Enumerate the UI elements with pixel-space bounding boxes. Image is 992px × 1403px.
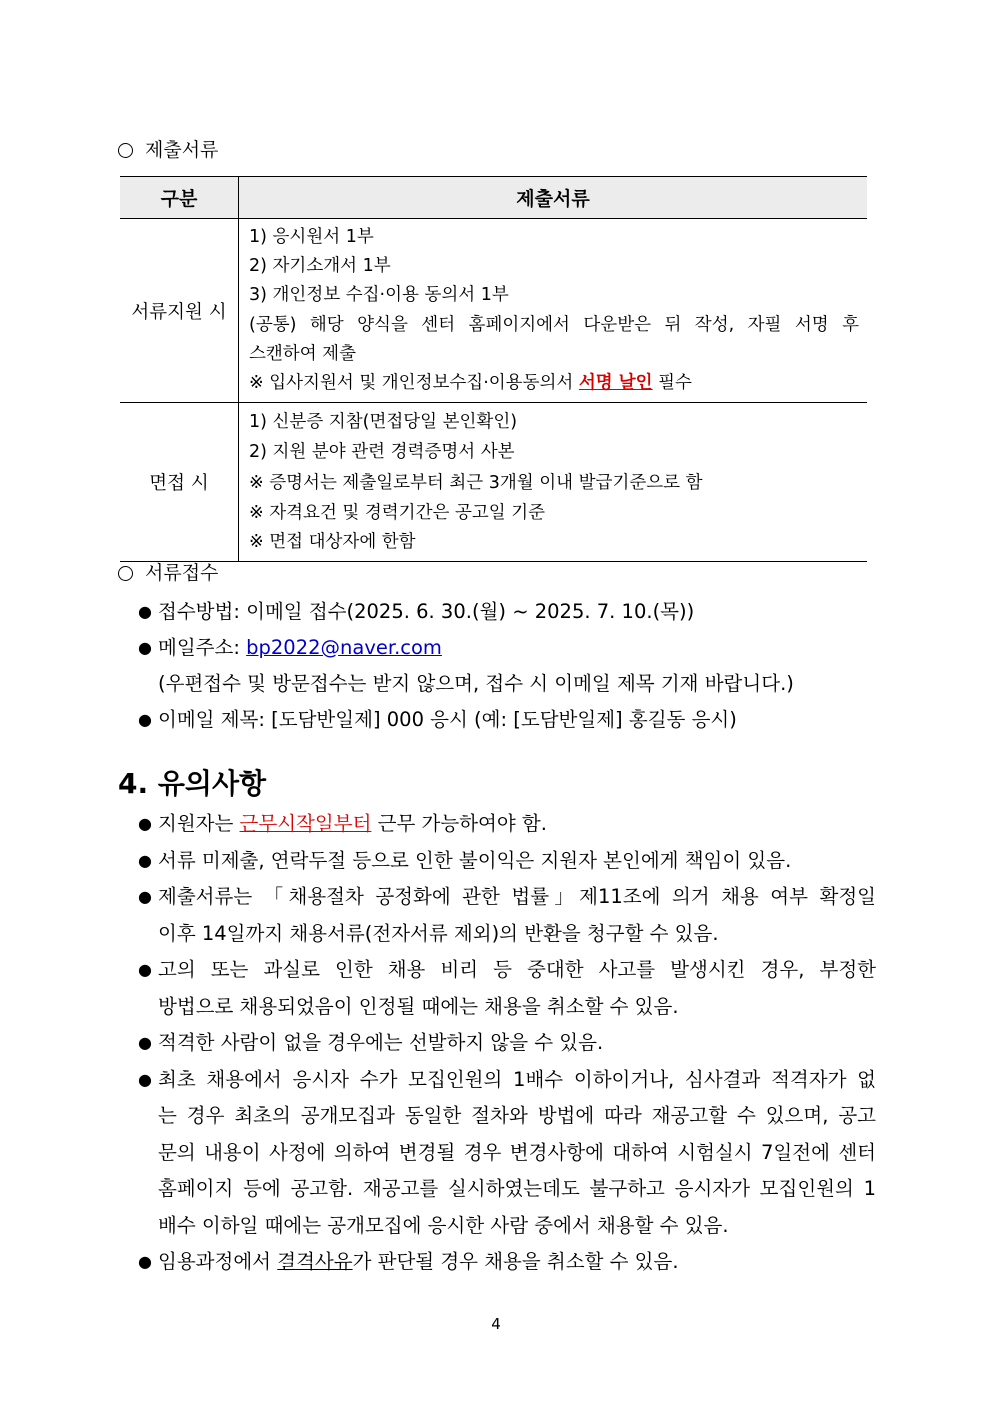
row-label: 면접 시 (120, 403, 239, 562)
circle-bullet-icon (118, 566, 133, 581)
list-item: ● 고의 또는 과실로 인한 채용 비리 등 중대한 사고를 발생시킨 경우, 부정한 방법으로 채용되었음이 인정될 때에는 채용을 취소할 수 있음. (136, 952, 876, 1025)
documents-table (120, 176, 867, 562)
section-title: 4. 유의사항 (118, 767, 267, 800)
bullet-icon: ● (138, 887, 152, 906)
email-note: (우편접수 및 방문접수는 받지 않으며, 접수 시 이메일 제목 기재 바랍니다.) (158, 672, 794, 695)
list-item: ● 서류 미제출, 연락두절 등으로 인한 불이익은 지원자 본인에게 책임이 있음. (136, 843, 876, 880)
page-number: 4 (491, 1315, 501, 1333)
doc-line: ※ 면접 대상자에 한함 (249, 532, 416, 553)
bullet-icon: ● (138, 1252, 152, 1271)
row-content (239, 403, 868, 562)
highlight-signature: 서명 날인 (578, 373, 653, 394)
header-category: 구분 (120, 177, 239, 219)
bullet-icon: ● (138, 1069, 152, 1089)
list-item: ● 메일주소: bp2022@naver.com (우편접수 및 방문접수는 받지 않으며, 접수 시 이메일 제목 기재 바랍니다.) (136, 630, 876, 702)
reception-list (136, 594, 876, 738)
highlight-start-date: 근무시작일부터 (239, 812, 372, 835)
circle-bullet-icon (118, 143, 133, 158)
list-item: ● 제출서류는 「채용절차 공정화에 관한 법률」제11조에 의거 채용 여부 확정일 이후 14일까지 채용서류(전자서류 제외)의 반환을 청구할 수 있음. (136, 879, 876, 952)
table-header-row (120, 177, 867, 219)
list-item: ● 지원자는 근무시작일부터 근무 가능하여야 함. (136, 806, 876, 843)
doc-line: 스캔하여 제출 (249, 343, 356, 364)
bullet-icon: ● (138, 710, 152, 729)
bullet-icon: ● (138, 960, 152, 979)
list-item: ● 적격한 사람이 없을 경우에는 선발하지 않을 수 있음. (136, 1025, 876, 1062)
bullet-icon: ● (138, 638, 152, 657)
table-row (120, 219, 867, 403)
doc-line: 2) 자기소개서 1부 (249, 256, 391, 277)
list-item: ● 최초 채용에서 응시자 수가 모집인원의 1배수 이하이거나, 심사결과 적격자가 없 는 경우 최초의 공개모집과 동일한 절차와 방법에 따라 재공고할 수 있으며, 공고 문의 내용이 사정에 의하여 변경될 경우 변경사항에 대하여 시험실시 7일전에 센터 홈페이지 등에 공고함. 재공고를 실시하였는데도 불구하고 응시자가 모집인원의 1 배수 이하일 때에는 공개모집에 응시한 사람 중에서 채용할 수 있음. (136, 1062, 876, 1245)
submission-heading: 제출서류 (118, 138, 218, 162)
table-row (120, 403, 867, 562)
reception-heading: 서류접수 (118, 561, 218, 585)
email-link[interactable]: bp2022@naver.com (246, 636, 442, 659)
bullet-icon: ● (138, 850, 152, 870)
row-label: 서류지원 시 (120, 219, 239, 403)
bullet-icon: ● (138, 1033, 152, 1052)
doc-line: 1) 신분증 지참(면접당일 본인확인) (249, 412, 518, 433)
doc-line: ※ 증명서는 제출일로부터 최근 3개월 이내 발급기준으로 함 (249, 473, 703, 494)
doc-line: ※ 자격요건 및 경력기간은 공고일 기준 (249, 503, 546, 524)
bullet-icon: ● (138, 602, 152, 621)
header-documents: 제출서류 (239, 177, 868, 219)
doc-line: 3) 개인정보 수집·이용 동의서 1부 (249, 285, 509, 306)
row-content (239, 219, 868, 403)
doc-note: ※ 입사지원서 및 개인정보수집·이용동의서 서명 날인 필수 (249, 373, 692, 394)
list-item: ● 이메일 제목: [도담반일제] 000 응시 (예: [도담반일제] 홍길동 응시) (136, 702, 876, 738)
list-item: ● 접수방법: 이메일 접수(2025. 6. 30.(월) ~ 2025. 7. 10.(목)) (136, 594, 876, 630)
list-item: ● 임용과정에서 결격사유가 판단될 경우 채용을 취소할 수 있음. (136, 1244, 876, 1281)
doc-line: (공통) 해당 양식을 센터 홈페이지에서 다운받은 뒤 작성, 자필 서명 후 (249, 314, 859, 335)
bullet-icon: ● (138, 814, 152, 833)
doc-line: 2) 지원 분야 관련 경력증명서 사본 (249, 442, 515, 463)
notes-list (136, 806, 876, 1281)
doc-line: 1) 응시원서 1부 (249, 227, 374, 247)
highlight-disqualification: 결격사유 (277, 1250, 353, 1273)
